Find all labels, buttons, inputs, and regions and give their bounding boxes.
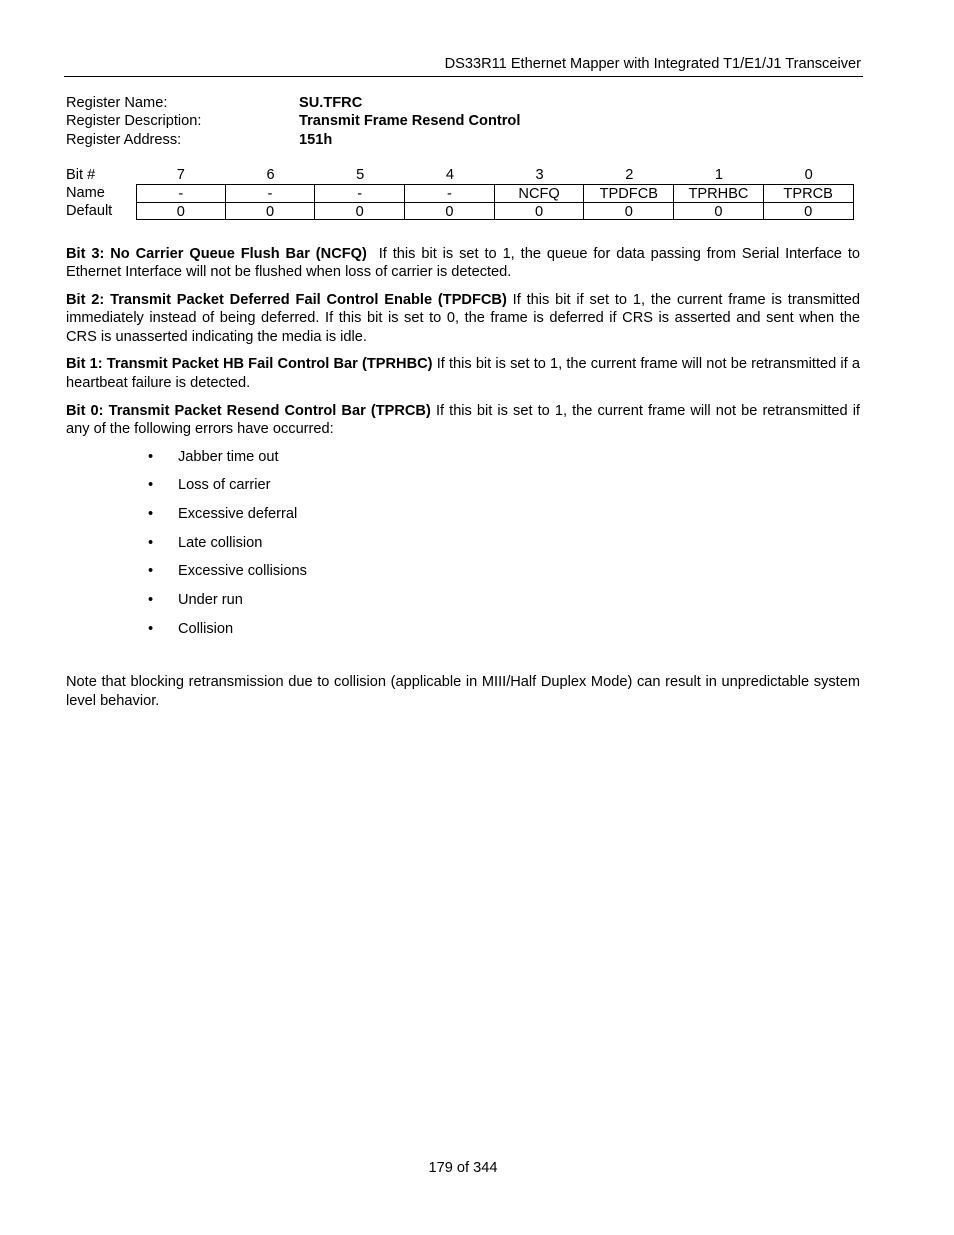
error-list xyxy=(66,448,860,649)
bit-default-cell: 0 xyxy=(226,202,316,220)
register-description-value: Transmit Frame Resend Control xyxy=(299,113,521,130)
bit-default-cell: 0 xyxy=(674,202,764,220)
bit-name-cell: NCFQ xyxy=(495,184,585,202)
register-address-row xyxy=(66,131,520,149)
bullet-icon: • xyxy=(148,534,154,551)
register-info xyxy=(66,94,520,149)
bit-2-title: Bit 2: Transmit Packet Deferred Fail Control Enable (TPDFCB) xyxy=(66,292,507,309)
bit-default-cell: 0 xyxy=(315,202,405,220)
page-number: 179 of 344 xyxy=(428,1160,498,1176)
bullet-icon: • xyxy=(148,563,154,580)
list-item xyxy=(66,476,860,505)
list-item xyxy=(66,591,860,620)
register-description-label: Register Description: xyxy=(66,113,202,130)
bit-name-cell: TPRCB xyxy=(764,184,854,202)
bullet-icon: • xyxy=(148,620,154,637)
register-name-row xyxy=(66,94,520,112)
bit-number-cell: 5 xyxy=(356,167,365,183)
bit-number-row xyxy=(66,166,854,184)
header-rule xyxy=(64,76,863,77)
register-name-value: SU.TFRC xyxy=(299,95,363,111)
bit-name-cell: TPRHBC xyxy=(674,184,764,202)
list-item-text: Loss of carrier xyxy=(178,477,271,494)
bit-number-cell: 0 xyxy=(804,167,813,183)
bullet-icon: • xyxy=(148,448,154,465)
bit-table xyxy=(66,166,854,220)
bit-1-title: Bit 1: Transmit Packet HB Fail Control Bar (TPRHBC) xyxy=(66,356,433,373)
bit-0-description xyxy=(66,402,860,439)
bullet-icon: • xyxy=(148,506,154,523)
list-item xyxy=(66,448,860,477)
register-description-row xyxy=(66,112,520,130)
list-item-text: Late collision xyxy=(178,534,263,551)
bit-number-cell: 4 xyxy=(445,167,454,183)
bullet-icon: • xyxy=(148,477,154,494)
register-address-label: Register Address: xyxy=(66,131,182,148)
bit-number-cell: 6 xyxy=(266,167,275,183)
bullet-icon: • xyxy=(148,592,154,609)
list-item-text: Excessive deferral xyxy=(178,506,298,523)
bit-number-cell: 3 xyxy=(535,167,544,183)
bit-name-cell: TPDFCB xyxy=(584,184,674,202)
register-address-value: 151h xyxy=(299,131,333,148)
register-name-label: Register Name: xyxy=(66,95,168,111)
bit-default-row xyxy=(66,202,854,220)
bit-2-body: If this bit if set to 1, the current frame is transmitted immediately instead of being deferred. If this bit is set to 0, the frame is deferred if CRS is asserted and sent when the CRS is unasserted indicating the media is idle. xyxy=(66,292,860,345)
bit-descriptions xyxy=(66,245,860,720)
bit-name-cell: - xyxy=(136,184,226,202)
bit-default-label: Default xyxy=(66,203,113,219)
bit-number-cell: 2 xyxy=(625,167,634,183)
header-title: DS33R11 Ethernet Mapper with Integrated T1/E1/J1 Transceiver xyxy=(444,56,861,72)
bit-3-description xyxy=(66,245,860,282)
bit-number-label: Bit # xyxy=(66,167,96,183)
note-paragraph: Note that blocking retransmission due to collision (applicable in MIII/Half Duplex Mode) can result in unpredictable system level behavior. xyxy=(66,674,860,709)
list-item xyxy=(66,505,860,534)
bit-name-row xyxy=(66,184,854,202)
bit-3-title: Bit 3: No Carrier Queue Flush Bar (NCFQ) xyxy=(66,246,367,262)
bit-default-cell: 0 xyxy=(584,202,674,220)
bit-default-cell: 0 xyxy=(405,202,495,220)
list-item-text: Collision xyxy=(178,620,234,637)
list-item xyxy=(66,562,860,591)
list-item xyxy=(66,620,860,649)
list-item-text: Excessive collisions xyxy=(178,563,307,580)
bit-default-cell: 0 xyxy=(764,202,854,220)
bit-name-cell: - xyxy=(226,184,316,202)
list-item xyxy=(66,534,860,563)
bit-name-cell: - xyxy=(315,184,405,202)
bit-0-title: Bit 0: Transmit Packet Resend Control Bar (TPRCB) xyxy=(66,402,431,419)
bit-3-body: If this bit is set to 1, the queue for data passing from Serial Interface to Ethernet Interface will not be flushed when loss of carrier is detected. xyxy=(66,246,860,281)
list-item-text: Under run xyxy=(178,592,243,609)
bit-1-description xyxy=(66,355,860,392)
bit-default-cell: 0 xyxy=(495,202,585,220)
list-item-text: Jabber time out xyxy=(178,448,279,465)
bit-default-cell: 0 xyxy=(136,202,226,220)
bit-name-cell: - xyxy=(405,184,495,202)
bit-2-description xyxy=(66,291,860,346)
bit-1-body: If this bit is set to 1, the current frame will not be retransmitted if a heartbeat failure is detected. xyxy=(66,356,860,391)
bit-0-body: If this bit is set to 1, the current frame will not be retransmitted if any of the following errors have occurred: xyxy=(66,402,860,437)
bit-number-cell: 7 xyxy=(176,167,185,183)
bit-name-label: Name xyxy=(66,185,105,201)
bit-number-cell: 1 xyxy=(714,167,724,183)
